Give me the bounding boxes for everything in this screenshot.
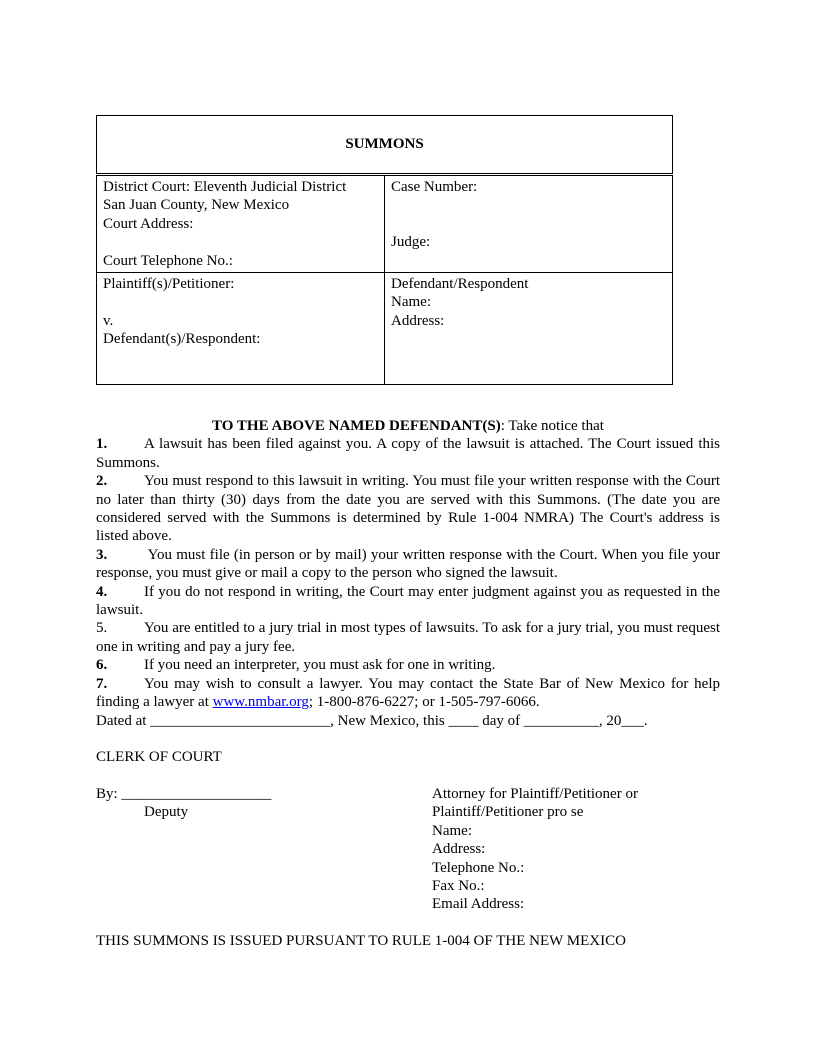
defendant-name-label: Name:	[391, 294, 431, 311]
item-number: 2.	[96, 473, 108, 490]
defendants-label: Defendant(s)/Respondent:	[103, 331, 261, 348]
summons-title	[97, 116, 673, 175]
attorney-name-label: Name:	[432, 822, 472, 839]
notice-item-1	[96, 435, 720, 472]
court-line-2: San Juan County, New Mexico	[103, 197, 290, 214]
notice-item-5	[96, 619, 720, 656]
notice-item-3	[96, 546, 720, 583]
item-number: 6.	[96, 657, 108, 674]
dated-line: Dated at ________________________, New Mexico, this ____ day of __________, 20___.	[96, 712, 648, 729]
defendant-info-cell	[385, 273, 673, 385]
notice-item-4	[96, 583, 720, 620]
case-info-cell	[385, 175, 673, 273]
item-text: If you need an interpreter, you must ask for one in writing.	[144, 657, 496, 674]
notice-heading	[96, 417, 720, 435]
item-text: You may wish to consult a lawyer. You may contact the State Bar of New Mexico for help finding a lawyer at	[96, 675, 720, 711]
item-text: A lawsuit has been filed against you. A copy of the lawsuit is attached. The Court issued this Summons.	[96, 436, 720, 471]
item-text: You must file (in person or by mail) your written response with the Court. When you file your response, you must give or mail a copy to the person who signed the lawsuit.	[96, 546, 720, 582]
court-line-1: District Court: Eleventh Judicial District	[103, 179, 347, 195]
notice-item-2	[96, 472, 720, 546]
item-text-after: ; 1-800-876-6227; or 1-505-797-6066.	[308, 694, 540, 711]
footer-text: THIS SUMMONS IS ISSUED PURSUANT TO RULE 1-004 OF THE NEW MEXICO	[96, 933, 626, 949]
defendant-address-label: Address:	[391, 312, 445, 329]
court-address-label: Court Address:	[103, 215, 194, 232]
court-info-cell	[97, 175, 385, 273]
item-text: You must respond to this lawsuit in writing. You must file your written response with the Court no later than thirty (30) days from the date you are served with this Summons. (The date you are considered served with the Summons is determined by Rule 1-004 NMRA) The Court's address is listed above.	[96, 473, 720, 545]
attorney-address-label: Address:	[432, 841, 486, 858]
plaintiff-label: Plaintiff(s)/Petitioner:	[103, 276, 235, 293]
versus-text: v.	[103, 312, 114, 329]
attorney-phone-label: Telephone No.:	[432, 859, 525, 876]
case-number-label: Case Number:	[391, 179, 478, 195]
judge-label: Judge:	[391, 234, 431, 251]
attorney-email-label: Email Address:	[432, 896, 525, 913]
deputy-signature-block	[96, 785, 271, 822]
item-text: You are entitled to a jury trial in most types of lawsuits. To ask for a jury trial, you must request one in writing and pay a jury fee.	[96, 620, 720, 655]
court-phone-label: Court Telephone No.:	[103, 252, 233, 269]
item-number: 4.	[96, 583, 108, 600]
parties-cell	[97, 273, 385, 385]
notice-heading-suffix: : Take notice that	[500, 418, 604, 434]
attorney-line: Attorney for Plaintiff/Petitioner or	[432, 786, 638, 802]
attorney-fax-label: Fax No.:	[432, 878, 485, 895]
notice-heading-bold: TO THE ABOVE NAMED DEFENDANT(S)	[212, 418, 501, 434]
clerk-of-court: CLERK OF COURT	[96, 749, 222, 765]
attorney-block	[432, 785, 638, 914]
item-number: 5.	[96, 620, 108, 637]
summons-header-table	[96, 115, 673, 385]
notice-body	[96, 417, 720, 730]
item-number: 1.	[96, 436, 108, 453]
item-number: 3.	[96, 546, 108, 563]
nmbar-link[interactable]: www.nmbar.org	[212, 694, 309, 711]
notice-item-7	[96, 675, 720, 712]
notice-item-6	[96, 656, 720, 674]
item-number: 7.	[96, 675, 108, 692]
defendant-respondent-label: Defendant/Respondent	[391, 276, 529, 293]
deputy-label	[96, 803, 271, 821]
title-text: SUMMONS	[345, 136, 424, 153]
deputy-text: Deputy	[144, 804, 189, 821]
attorney-line: Plaintiff/Petitioner pro se	[432, 804, 584, 821]
by-line: By: ____________________	[96, 786, 272, 802]
item-text: If you do not respond in writing, the Court may enter judgment against you as requested in the lawsuit.	[96, 583, 720, 619]
